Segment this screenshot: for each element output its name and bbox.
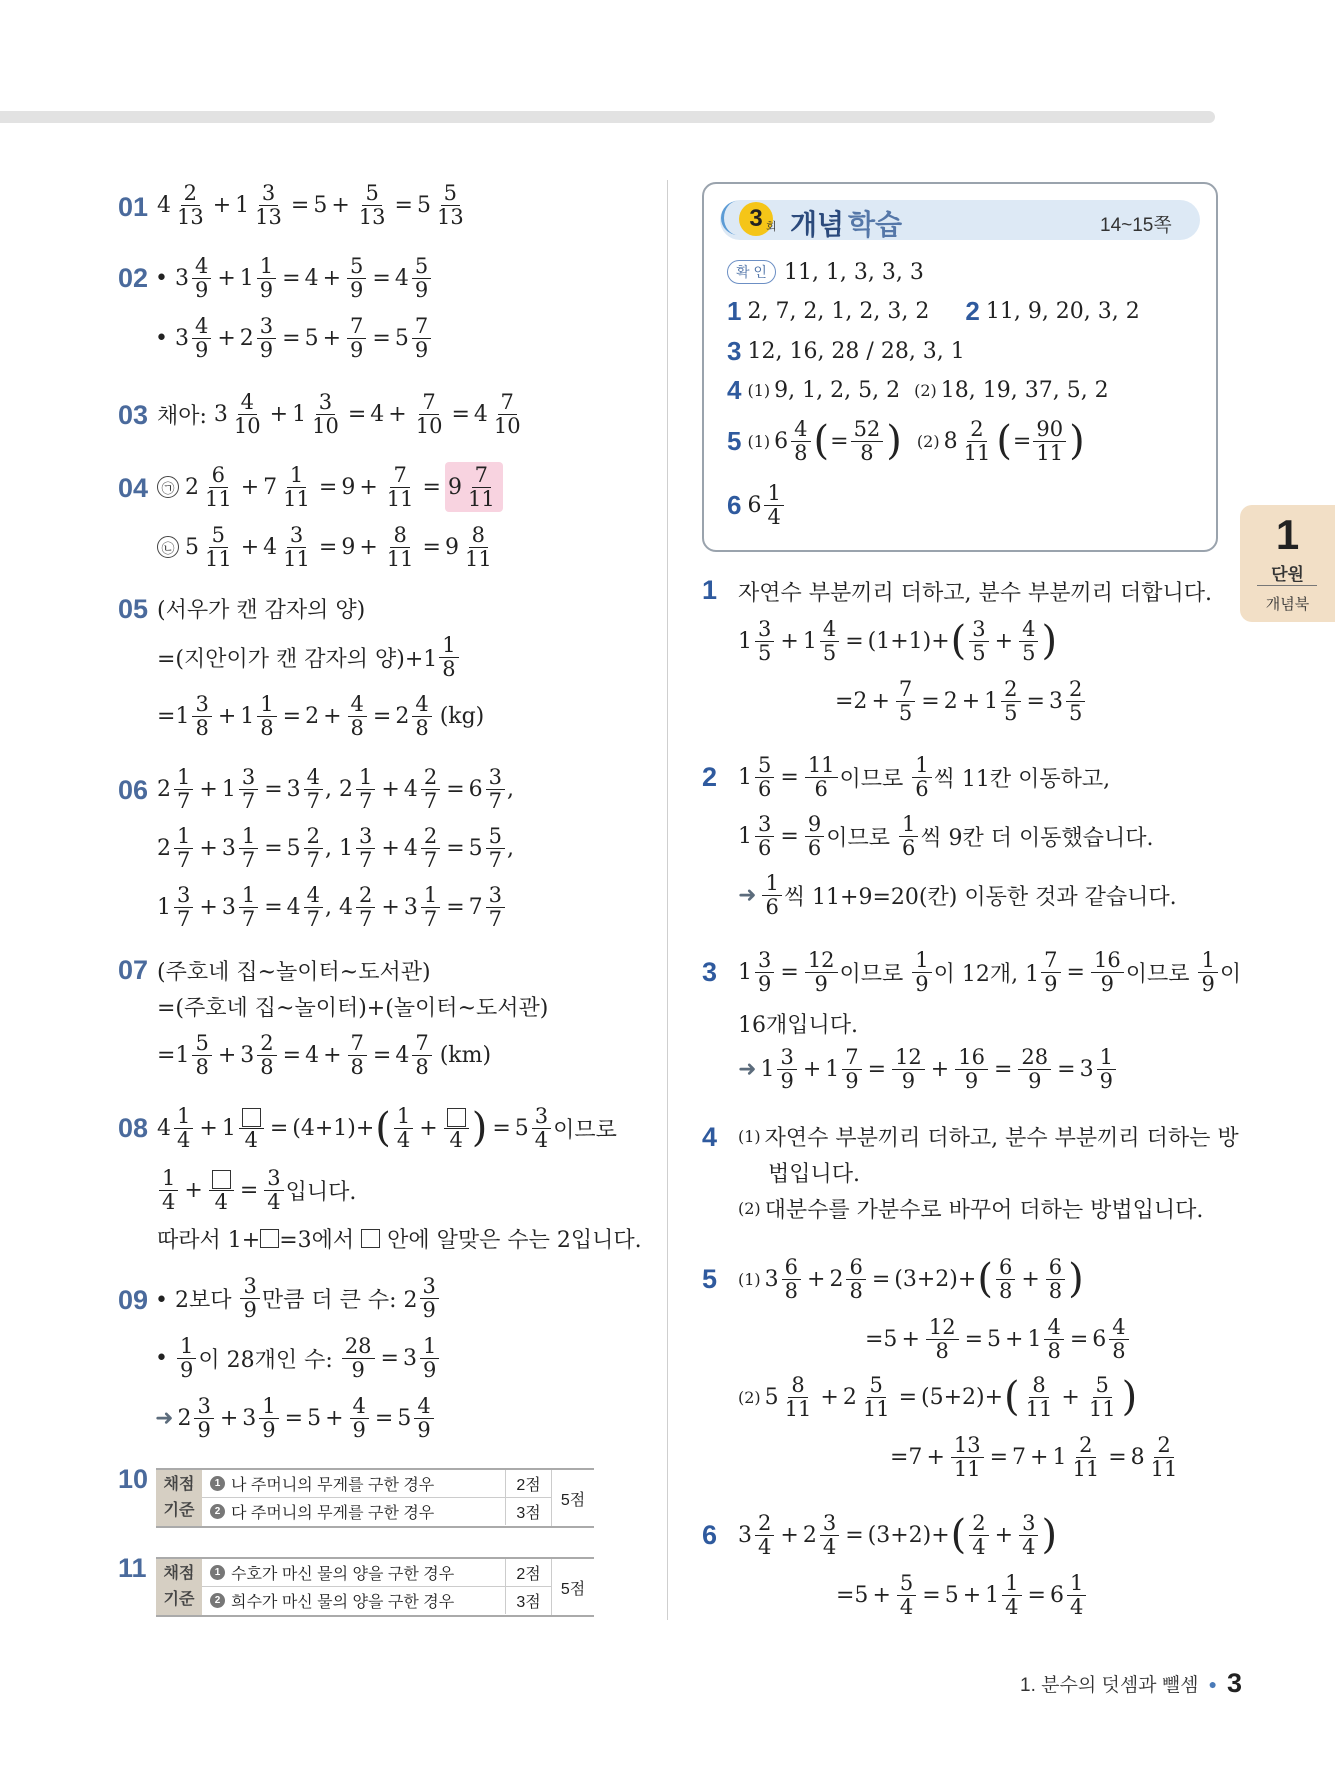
e1-eq-2: =2 + $\frac{7}{5}$ = 2 + 1 2 5 = 3 2 5 [835,673,1087,729]
column-divider [667,180,668,1620]
q06-number: 06 [118,775,149,805]
q04-number: 04 [118,473,149,503]
e4-line-3: (2) 대분수를 가분수로 바꾸어 더하는 방법입니다. [738,1197,1204,1223]
e2-line-3: ➜ 1 6 씩 11+9=20(칸) 이동한 것과 같습니다. [738,871,1177,919]
concept-title: 개념 [790,209,845,240]
q10-scoring-table: 채점 기준 1 나 주머니의 무게를 구한 경우 2점 2 다 주머니의 무게를 구한 경우 3점 5점 [156,1468,594,1528]
q11-scoring-table: 채점 기준 1 수호가 마신 물의 양을 구한 경우 2점 2 희수가 마신 물의 양을 구한 경우 3점 5점 [156,1557,594,1617]
q01-equation: 4 2 13 + 1 3 13 = 5 + $\frac{5}{13}$ = 5 5 13 [157,181,464,229]
q05-line-2: =(지안이가 캔 감자의 양)+1 1 8 [157,632,461,682]
box-answers-1-2: 1 2, 7, 2, 1, 2, 3, 2 2 11, 9, 20, 3, 2 [727,295,1140,326]
e6-number: 6 [702,1520,718,1550]
e3-line-1: 1 3 9 = $\frac{12}{9}$ 이므로 1 9 이 12개, 1 $\frac{7}{9}$ = $\frac{16}{9}$ 이므로 1 9 이 [738,948,1242,996]
q06-line-1: 2 1 7 + 1 3 7 = 3 4 7 , 2 1 7 + 4 2 7 = 6 3 7 , [157,765,514,813]
box-answer-6: 6 6 1 4 [727,480,786,530]
highlighted-answer: 9 7 11 [445,462,503,511]
q07-line-3: = 1 5 8 + 3 2 8 = 4 + $\frac{7}{8}$ = 4 7 8 (km) [157,1031,492,1079]
q05-number: 05 [118,594,149,624]
round-badge: 3 [739,202,773,236]
e2-number: 2 [702,762,718,792]
q03-equation: 채아: 3 4 10 + 1 3 10 = 4 + $\frac{7}{10}$ = 4 7 10 [157,390,521,438]
e5-eq-3: (2) 5 8 11 + 2 5 11 = (5+2)+ ( 8 11 + $\frac{5}{11}$ ) [738,1373,1138,1421]
q09-line-2: • 1 9 이 28개인 수: $\frac{28}{9}$ = 3 1 9 [155,1333,441,1383]
q08-line-2: 1 4 + 4 = $\frac{3}{4}$ 입니다. [157,1162,356,1218]
q08-number: 08 [118,1113,149,1143]
e2-line-1: 1 5 6 = $\frac{11}{6}$ 이므로 1 6 씩 11칸 이동하고, [738,753,1111,801]
e3-line-3: ➜ 1 3 9 + 1 7 9 = $\frac{12}{9}$ + $\frac{16}{9}$ = $\frac{28}{9}$ = 3 1 9 [738,1042,1118,1096]
e5-eq-1: (1) 3 6 8 + 2 6 8 = (3+2)+ ( 6 8 + $\frac{6}{8}$ ) [738,1255,1084,1303]
q07-line-2: =(주호네 집~놀이터)+(놀이터~도서관) [157,995,549,1021]
e4-line-1: (1) 자연수 부분끼리 더하고, 분수 부분끼리 더하는 방 [738,1125,1239,1151]
e6-eq-1: 3 2 4 + 2 3 4 = (3+2)+ ( 2 4 + $\frac{3}{4}$ ) [738,1511,1058,1559]
bullet-icon: ● [1208,1675,1217,1692]
e3-line-2: 16개입니다. [738,1012,858,1038]
page-number: 3 [1226,1668,1243,1698]
book-name: 개념북 [1265,596,1310,613]
q11-number: 11 [118,1553,147,1583]
q09-line-1: • 2보다 3 9 만큼 더 큰 수: 2 3 9 [155,1273,441,1323]
e3-number: 3 [702,957,718,987]
e5-eq-4: =7 + $\frac{13}{11}$ = 7 + 1 2 11 = 8 2 11 [890,1433,1178,1481]
q04-equation-b: ㉡ 5 5 11 + 4 3 11 = 9 + $\frac{8}{11}$ = 9 8 11 [157,522,497,572]
e2-line-2: 1 3 6 = $\frac{9}{6}$ 이므로 1 6 씩 9칸 더 이동했습니다. [738,812,1154,860]
q08-line-3: 따라서 1+ =3에서 안에 알맞은 수는 2입니다. [157,1227,642,1253]
chapter-tab[interactable] [1240,505,1335,622]
concept-subtitle: 학습 [848,209,903,240]
e1-eq-1: 1 3 5 + 1 4 5 = (1+1)+ ( 3 5 + $\frac{4}{5}$ ) [738,617,1058,665]
box-answer-4: 4 (1) 9, 1, 2, 5, 2 (2) 18, 19, 37, 5, 2 [727,374,1109,405]
page-range: 14~15쪽 [1100,215,1172,236]
q05-line-1: (서우가 캔 감자의 양) [157,597,366,623]
q06-line-3: 1 3 7 + 3 1 7 = 4 4 7 , 4 2 7 + 3 1 7 = 7 3 7 [157,882,507,932]
e6-eq-2: =5 + $\frac{5}{4}$ = 5 + 1 1 4 = 6 1 4 [836,1567,1088,1623]
top-bar [0,111,1215,123]
e5-eq-2: =5 + $\frac{12}{8}$ = 5 + 1 4 8 = 6 4 8 [865,1311,1131,1367]
chapter-number: 1 [1275,511,1300,558]
round-suffix: 회 [766,221,777,233]
q02-equation-2: • 3 4 9 + 2 3 9 = 5 + $\frac{7}{9}$ = 5 7 9 [155,313,433,363]
e4-line-2: 법입니다. [768,1161,861,1187]
q05-line-3: = 1 3 8 + 1 1 8 = 2 + $\frac{4}{8}$ = 2 4 8 (kg) [157,692,485,740]
box-answer-3: 3 12, 16, 28 / 28, 3, 1 [727,335,965,366]
q10-number: 10 [118,1464,149,1494]
q09-number: 09 [118,1285,149,1315]
q06-line-2: 2 1 7 + 3 1 7 = 5 2 7 , 1 3 7 + 4 2 7 = 5 5 7 , [157,824,514,872]
page-footer [1020,1668,1242,1699]
q07-number: 07 [118,955,149,985]
check-badge: 확 인 [727,260,776,284]
box-answer-5: 5 (1) 6 4 8 ( = $\frac{52}{8}$ ) (2) 8 2 11 ( = $\frac{90}{11}$ ) [727,417,1085,465]
chapter-unit: 단원 [1271,565,1304,584]
q03-number: 03 [118,400,149,430]
e5-number: 5 [702,1264,718,1294]
e4-number: 4 [702,1122,718,1152]
check-answer: 확 인 11, 1, 3, 3, 3 [727,257,924,287]
e1-number: 1 [702,575,718,605]
tab-rule [1257,585,1317,586]
q02-number: 02 [118,263,149,293]
q07-line-1: (주호네 집~놀이터~도서관) [157,959,431,985]
footer-title: 1. 분수의 덧셈과 뺄셈 [1020,1675,1199,1696]
q09-line-3: ➜ 2 3 9 + 3 1 9 = 5 + $\frac{4}{9}$ = 5 4 9 [155,1393,436,1443]
q01-number: 01 [118,192,149,222]
q02-equation-1: • 3 4 9 + 1 1 9 = 4 + $\frac{5}{9}$ = 4 5 9 [155,253,433,303]
q08-line-1: 4 1 4 + 1 4 = (4+1)+ ( 1 4 + 4 ) = 5 3 4 이므로 [157,1104,617,1152]
q04-equation-a: ㉠ 2 6 11 + 7 1 11 = 9 + $\frac{7}{11}$ = 9 7 11 [157,462,503,512]
e1-text: 자연수 부분끼리 더하고, 분수 부분끼리 더합니다. [738,580,1212,606]
